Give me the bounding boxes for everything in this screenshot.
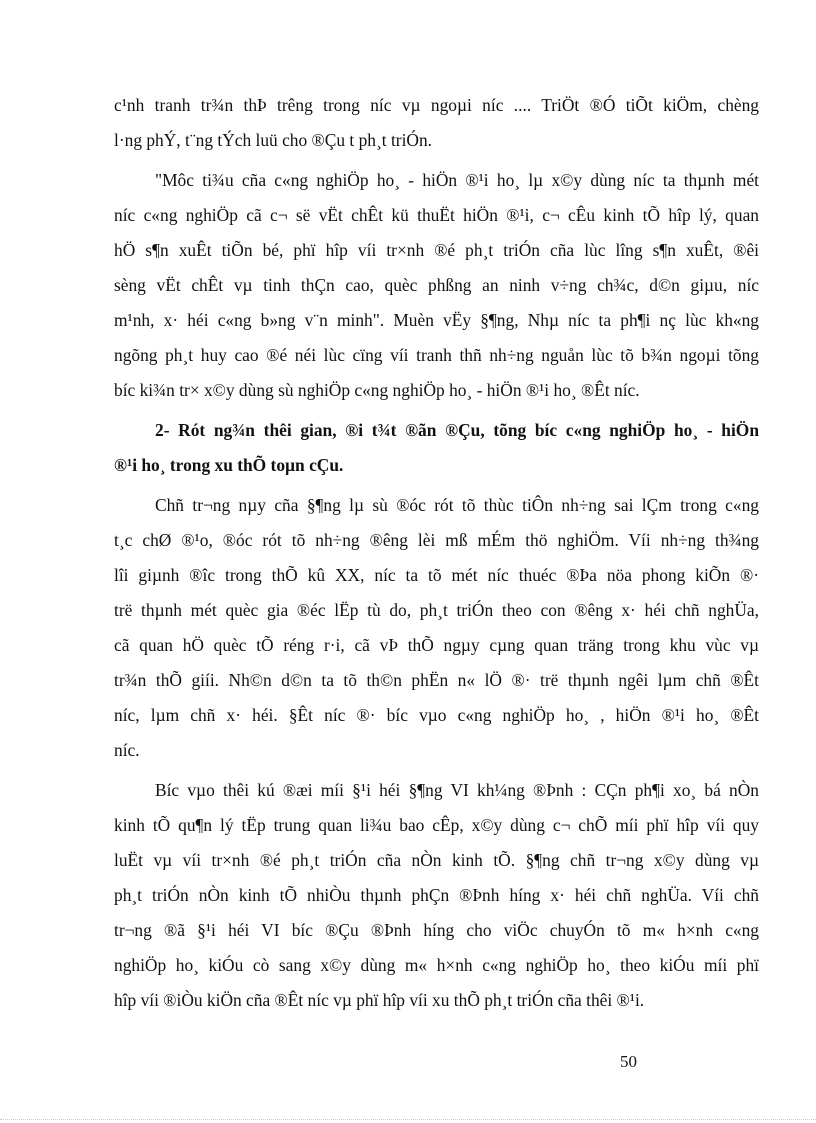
body-text-line: tr¾n thÕ giíi. Nh©n d©n ta tõ th©n phËn n« lÖ ®· trë thµnh ngêi lµm chñ ®Êt [114,670,759,690]
body-text-line: l·ng phÝ, t¨ng tÝch luü cho ®Çu t ph¸t triÓn. [114,130,432,150]
body-text-line: t¸c chØ ®¹o, ®óc rót tõ nh÷ng ®êng lèi mß mÉm thö nghiÖm. Víi nh÷ng th¾ng [114,530,759,550]
body-text-line: ph¸t triÓn nÒn kinh tÕ nhiÒu thµnh phÇn ®Þnh híng x· héi chñ nghÜa. Víi chñ [114,885,759,905]
body-text-line: Chñ tr¬ng nµy cña §¶ng lµ sù ®óc rót tõ thùc tiÔn nh÷ng sai lÇm trong c«ng [155,495,759,515]
body-text-line: kinh tÕ qu¶n lý tËp trung quan li¾u bao cÊp, x©y dùng c¬ chÕ míi phï hîp víi quy [114,815,759,835]
body-text-line: níc c«ng nghiÖp cã c¬ së vËt chÊt kü thuËt hiÖn ®¹i, c¬ cÊu kinh tÕ hîp lý, quan [114,205,759,225]
body-text-line: cã quan hÖ quèc tÕ réng r·i, cã vÞ thÕ ngµy cµng quan träng trong khu vùc vµ [114,635,759,655]
body-text-line: bíc ki¾n tr× x©y dùng sù nghiÖp c«ng nghiÖp ho¸ - hiÖn ®¹i ho¸ ®Êt níc. [114,380,640,400]
body-text-line: m¹nh, x· héi c«ng b»ng v¨n minh". Muèn vËy §¶ng, Nhµ níc ta ph¶i nç lùc kh«ng [114,310,759,330]
body-text-line: c¹nh tranh tr¾n thÞ trêng trong níc vµ ngoµi níc .... TriÖt ®Ó tiÕt kiÖm, chèng [114,95,759,115]
body-text-line: sèng vËt chÊt vµ tinh thÇn cao, quèc phßng an ninh v÷ng ch¾c, d©n giµu, níc [114,275,759,295]
section-heading-line: 2- Rót ng¾n thêi gian, ®i t¾t ®ãn ®Çu, tõng bíc c«ng nghiÖp ho¸ - hiÖn [155,420,759,440]
body-text-line: níc, lµm chñ x· héi. §Êt níc ®· bíc vµo c«ng nghiÖp ho¸ , hiÖn ®¹i ho¸ ®Êt [114,705,759,725]
body-text-line: tr¬ng ®ã §¹i héi VI bíc ®Çu ®Þnh híng cho viÖc chuyÓn tõ m« h×nh c«ng [114,920,759,940]
body-text-line: Bíc vµo thêi kú ®æi míi §¹i héi §¶ng VI kh¼ng ®Þnh : CÇn ph¶i xo¸ bá nÒn [155,780,759,800]
body-text-line: ngõng ph¸t huy cao ®é néi lùc cïng víi tranh thñ nh÷ng nguån lùc tõ b¾n ngoµi tõng [114,345,759,365]
body-text-line: nghiÖp ho¸ kiÓu cò sang x©y dùng m« h×nh c«ng nghiÖp ho¸ theo kiÓu míi phï [114,955,759,975]
body-text-line: hÖ s¶n xuÊt tiÕn bé, phï hîp víi tr×nh ®é ph¸t triÓn cña lùc lîng s¶n xuÊt, ®êi [114,240,759,260]
body-text-line: luËt vµ víi tr×nh ®é ph¸t triÓn cña nÒn kinh tÕ. §¶ng chñ tr¬ng x©y dùng vµ [114,850,759,870]
page-number: 50 [620,1052,637,1071]
body-text-line: lîi giµnh ®îc trong thÕ kû XX, níc ta tõ mét níc thuéc ®Þa nöa phong kiÕn ®· [114,565,759,585]
section-heading-line: ®¹i ho¸ trong xu thÕ toµn cÇu. [114,455,344,475]
footer-divider [0,1119,816,1120]
body-text-line: hîp víi ®iÒu kiÖn cña ®Êt níc vµ phï hîp víi xu thÕ ph¸t triÓn cña thêi ®¹i. [114,990,645,1010]
body-text-line: níc. [114,740,140,760]
body-text-line: "Môc ti¾u cña c«ng nghiÖp ho¸ - hiÖn ®¹i ho¸ lµ x©y dùng níc ta thµnh mét [155,170,759,190]
body-text-line: trë thµnh mét quèc gia ®éc lËp tù do, ph¸t triÓn theo con ®êng x· héi chñ nghÜa, [114,600,759,620]
